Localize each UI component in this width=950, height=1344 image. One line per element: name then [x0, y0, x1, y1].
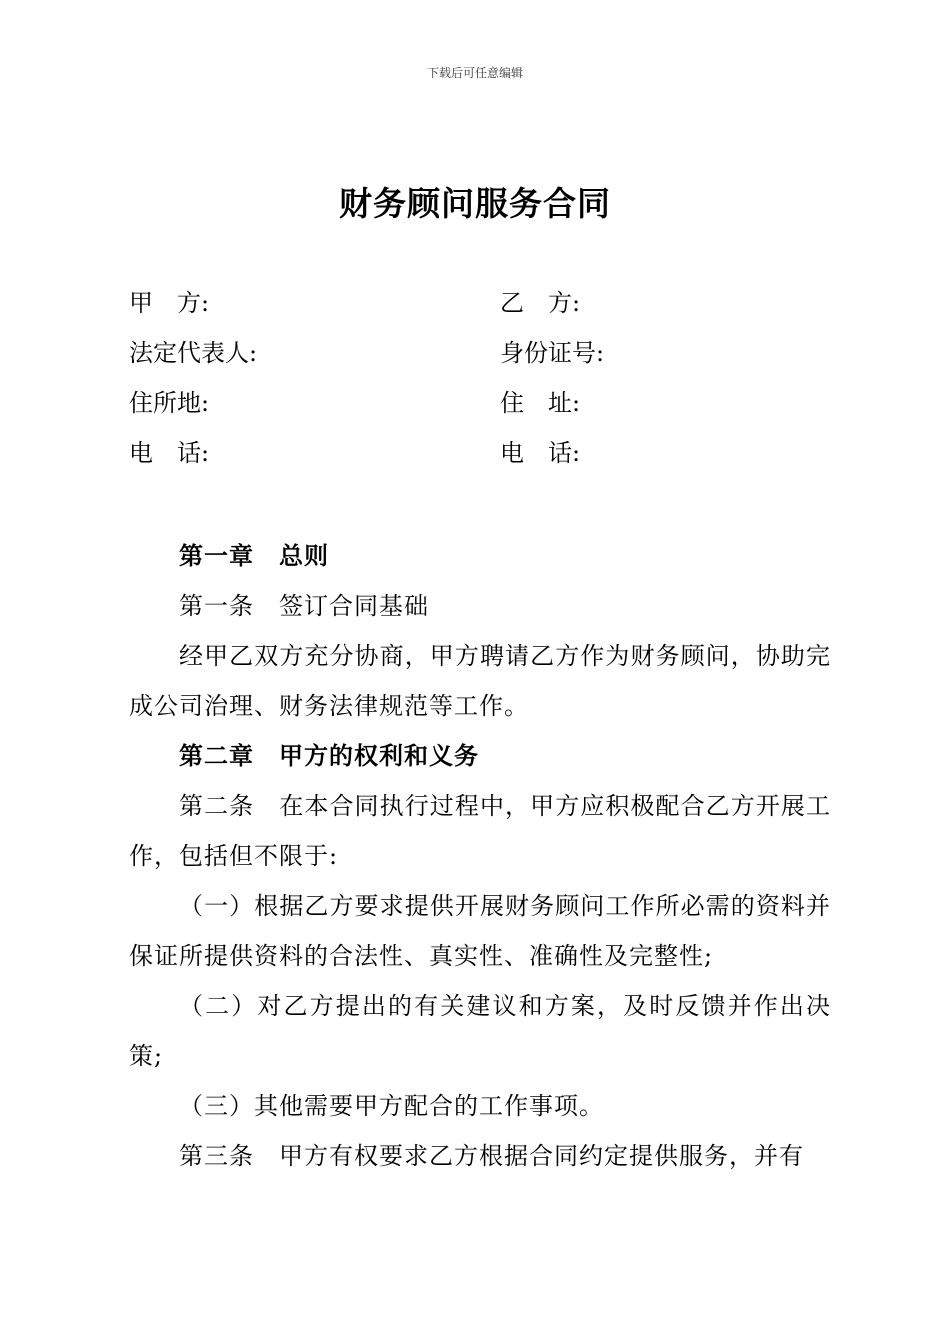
list-item: （二）对乙方提出的有关建议和方案，及时反馈并作出决策;	[129, 992, 831, 1070]
chapter-heading: 第二章 甲方的权利和义务	[179, 741, 479, 770]
list-item: （一）根据乙方要求提供开展财务顾问工作所必需的资料并保证所提供资料的合法性、真实性、准确性及完整性;	[129, 892, 831, 970]
party-row	[129, 287, 849, 319]
article-paragraph: 第三条 甲方有权要求乙方根据合同约定提供服务，并有	[179, 1142, 804, 1170]
party-b-label: 乙 方:	[500, 289, 581, 317]
contract-body	[129, 531, 831, 1181]
domicile-label: 住所地:	[129, 389, 210, 417]
list-item: （三）其他需要甲方配合的工作事项。	[179, 1092, 604, 1120]
legal-representative-label: 法定代表人:	[129, 339, 258, 367]
article-paragraph: 经甲乙双方充分协商，甲方聘请乙方作为财务顾问，协助完成公司治理、财务法律规范等工作。	[129, 642, 831, 720]
party-row	[129, 337, 849, 369]
id-number-label: 身份证号:	[500, 339, 605, 367]
party-b-phone-label: 电 话:	[500, 439, 581, 467]
document-title: 财务顾问服务合同	[339, 184, 611, 223]
chapter-heading: 第一章 总则	[179, 541, 329, 570]
header-note: 下载后可任意编辑	[426, 66, 523, 80]
party-a-label: 甲 方:	[129, 289, 210, 317]
article-paragraph: 第二条 在本合同执行过程中，甲方应积极配合乙方开展工作，包括但不限于:	[129, 792, 831, 870]
address-label: 住 址:	[500, 389, 581, 417]
party-row	[129, 437, 849, 469]
party-a-phone-label: 电 话:	[129, 439, 210, 467]
article-title: 第一条 签订合同基础	[179, 592, 429, 620]
party-row	[129, 387, 849, 419]
